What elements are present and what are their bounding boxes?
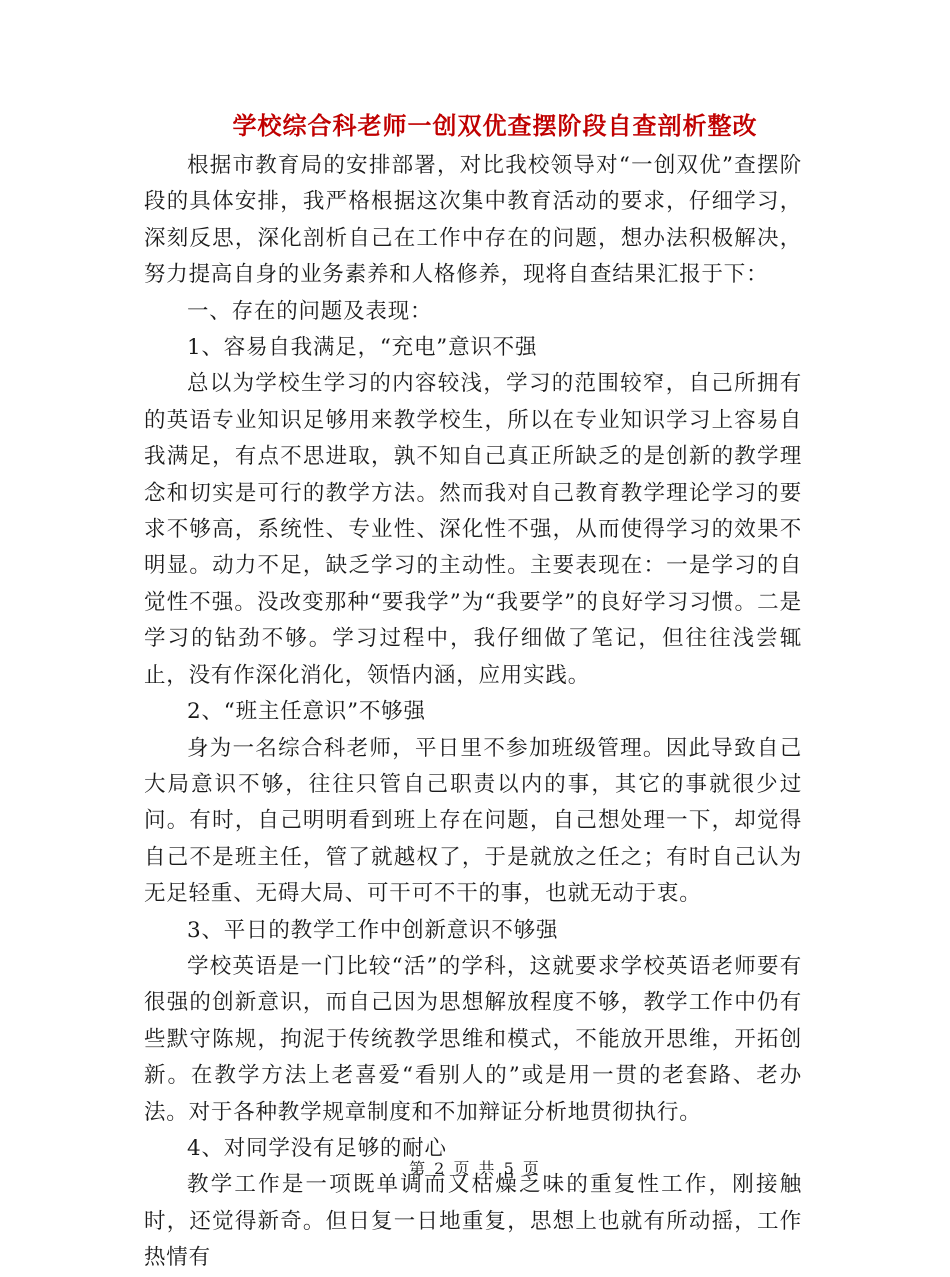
paragraph-4: 教学工作是一项既单调而又枯燥乏味的重复性工作，刚接触时，还觉得新奇。但日复一日地重复，思想上也就有所动摇，工作热情有 [144,1172,802,1271]
paragraph-intro: 根据市教育局的安排部署，对比我校领导对“一创双优”查摆阶段的具体安排，我严格根据这次集中教育活动的要求，仔细学习，深刻反思，深化剖析自己在工作中存在的问题，想办法积极解决，努力提高自身的业务素养和人格修养，现将自查结果汇报于下： [144,153,802,288]
page-number-footer: 第 2 页 共 5 页 [409,1159,541,1178]
paragraph-3: 学校英语是一门比较“活”的学科，这就要求学校英语老师要有很强的创新意识，而自己因为思想解放程度不够，教学工作中仍有些默守陈规，拘泥于传统教学思维和模式，不能放开思维，开拓创新。在教学方法上老喜爱“看别人的”或是用一贯的老套路、老办法。对于各种教学规章制度和不加辩证分析地贯彻执行。 [144,953,802,1125]
subheading-1: 1、容易自我满足，“充电”意识不强 [187,335,538,361]
document-body [144,148,802,1277]
document-title: 学校综合科老师一创双优查摆阶段自查剖析整改 [232,111,758,140]
subheading-3: 3、平日的教学工作中创新意识不够强 [187,917,559,943]
subheading-4: 4、对同学没有足够的耐心 [187,1135,447,1161]
section-heading: 一、存在的问题及表现： [187,298,433,324]
paragraph-2: 身为一名综合科老师，平日里不参加班级管理。因此导致自己大局意识不够，往往只管自己职责以内的事，其它的事就很少过问。有时，自己明明看到班上存在问题，自己想处理一下，却觉得自己不是班主任，管了就越权了，于是就放之任之；有时自己认为无足轻重、无碍大局、可干可不干的事，也就无动于衷。 [144,735,802,907]
paragraph-1: 总以为学校生学习的内容较浅，学习的范围较窄，自己所拥有的英语专业知识足够用来教学校生，所以在专业知识学习上容易自我满足，有点不思进取，孰不知自己真正所缺乏的是创新的教学理念和切实是可行的教学方法。然而我对自己教育教学理论学习的要求不够高，系统性、专业性、深化性不强，从而使得学习的效果不明显。动力不足，缺乏学习的主动性。主要表现在：一是学习的自觉性不强。没改变那种“要我学”为“我要学”的良好学习习惯。二是学习的钻劲不够。学习过程中，我仔细做了笔记，但往往浅尝辄止，没有作深化消化，领悟内涵，应用实践。 [144,371,802,688]
subheading-2: 2、“班主任意识”不够强 [187,699,426,725]
